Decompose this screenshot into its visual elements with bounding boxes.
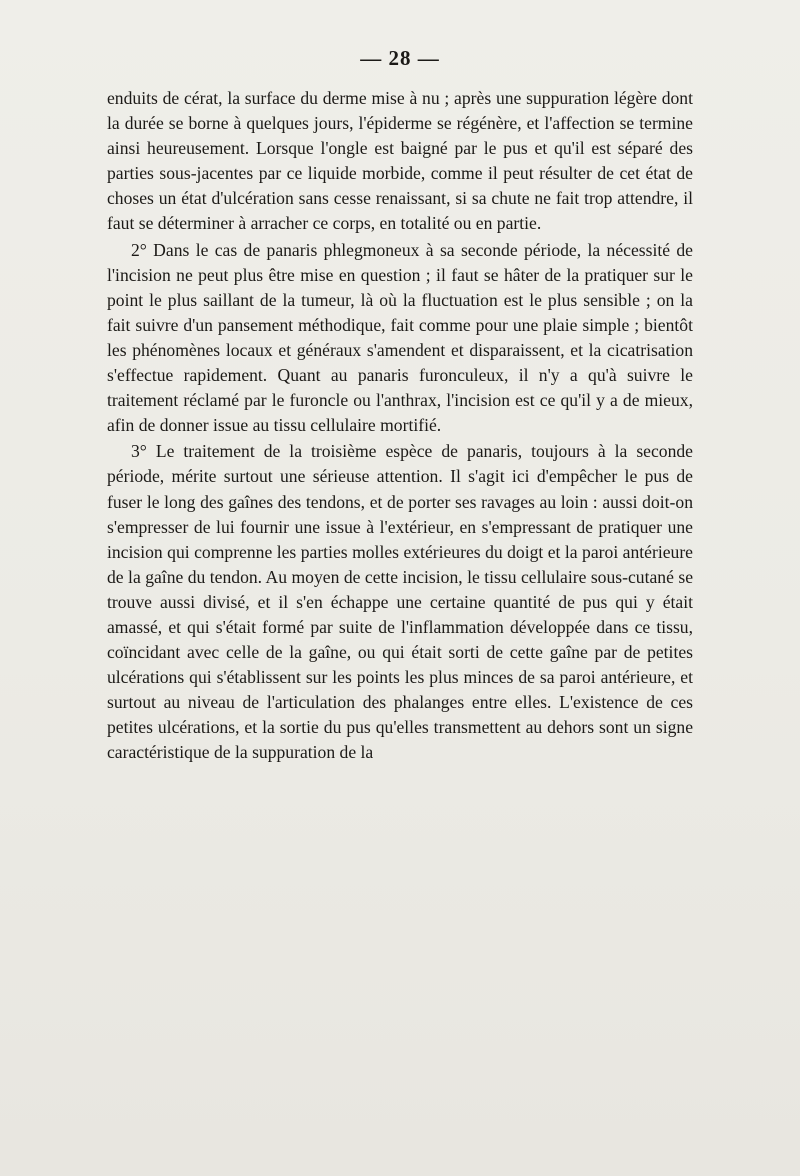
body-text xyxy=(107,86,693,766)
page-number: — 28 — xyxy=(360,46,440,70)
paragraph-2: 2° Dans le cas de panaris phlegmoneux à sa seconde période, la nécessité de l'incision ne peut plus être mise en question ; il faut se hâter de la pratiquer sur le point le plus saillant de la tumeur, là où la fluctuation est le plus sensible ; on la fait suivre d'un pansement méthodique, fait comme pour une plaie simple ; bientôt les phénomènes locaux et généraux s'amendent et disparaissent, et la cicatrisation s'effectue rapidement. Quant au panaris furonculeux, il n'y a qu'à suivre le traitement réclamé par le furoncle ou l'anthrax, l'incision est ce qu'il y a de mieux, afin de donner issue au tissu cellulaire mortifié. xyxy=(107,239,693,436)
paragraph-3: 3° Le traitement de la troisième espèce de panaris, toujours à la seconde période, mérite surtout une sérieuse attention. Il s'agit ici d'empêcher le pus de fuser le long des gaînes des tendons, et de porter ses ravages au loin : aussi doit-on s'empresser de lui fournir une issue à l'extérieur, en s'empressant de pratiquer une incision qui comprenne les parties molles extérieures du doigt et la paroi antérieure de la gaîne du tendon. Au moyen de cette incision, le tissu cellulaire sous-cutané se trouve aussi divisé, et il s'en échappe une certaine quantité de pus qui y était amassé, et qui s'était formé par suite de l'inflammation développée dans ce tissu, coïncidant avec celle de la gaîne, ou qui était sorti de cette gaîne par de petites ulcérations qui s'établissent sur les points les plus minces de sa paroi antérieure, et surtout au niveau de l'articulation des phalanges entre elles. L'existence de ces petites ulcérations, et la sortie du pus qu'elles transmettent au dehors sont un signe caractéristique de la suppuration de la xyxy=(107,441,693,763)
paragraph-1: enduits de cérat, la surface du derme mise à nu ; après une suppuration légère dont la durée se borne à quelques jours, l'épiderme se régénère, et l'affection se termine ainsi heureusement. Lorsque l'ongle est baigné par le pus et qu'il est séparé des parties sous-jacentes par ce liquide morbide, comme il peut résulter de cet état de choses un état d'ulcération sans cesse renaissant, si sa chute ne fait trop attendre, il faut se déterminer à arracher ce corps, en totalité ou en partie. xyxy=(107,88,693,234)
